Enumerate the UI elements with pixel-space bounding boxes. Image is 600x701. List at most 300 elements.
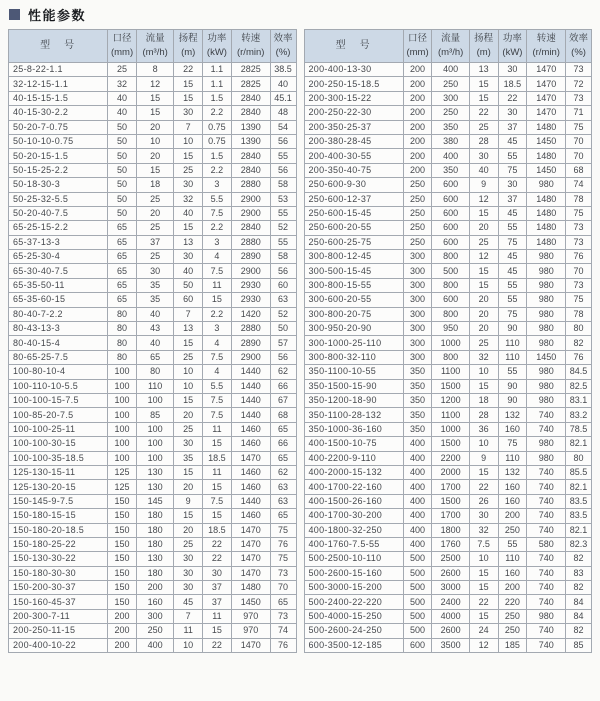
column-header-diameter (403, 30, 432, 63)
head-cell: 22 (469, 595, 498, 609)
power-cell: 15 (203, 437, 232, 451)
speed-cell: 980 (527, 393, 566, 407)
efficiency-cell: 52 (270, 221, 296, 235)
efficiency-cell: 63 (270, 480, 296, 494)
flow-cell: 1100 (432, 365, 469, 379)
power-cell: 45 (498, 250, 527, 264)
diameter-cell: 500 (403, 624, 432, 638)
diameter-cell: 200 (403, 77, 432, 91)
column-header-label: 流量 (145, 33, 165, 45)
table-row (304, 206, 592, 220)
table-row (304, 480, 592, 494)
flow-cell: 100 (136, 451, 173, 465)
model-cell: 50-18-30-3 (9, 178, 108, 192)
head-cell: 28 (469, 134, 498, 148)
table-row (304, 451, 592, 465)
table-row (9, 235, 297, 249)
speed-cell: 740 (527, 523, 566, 537)
diameter-cell: 300 (403, 278, 432, 292)
speed-cell: 2900 (231, 350, 270, 364)
efficiency-cell: 82.3 (566, 537, 592, 551)
model-cell: 250-600-20-55 (304, 221, 403, 235)
model-cell: 65-25-30-4 (9, 250, 108, 264)
head-cell: 10 (469, 437, 498, 451)
power-cell: 0.75 (203, 120, 232, 134)
model-cell: 50-20-7-0.75 (9, 120, 108, 134)
diameter-cell: 400 (403, 465, 432, 479)
power-cell: 3 (203, 322, 232, 336)
model-cell: 25-8-22-1.1 (9, 63, 108, 77)
column-header-unit: (r/min) (236, 47, 265, 58)
model-cell: 40-15-15-1.5 (9, 91, 108, 105)
efficiency-cell: 55 (270, 206, 296, 220)
power-cell: 1.1 (203, 63, 232, 77)
head-cell: 26 (469, 494, 498, 508)
power-cell: 160 (498, 422, 527, 436)
model-cell: 350-1100-10-55 (304, 365, 403, 379)
table-row (9, 149, 297, 163)
power-cell: 1.1 (203, 77, 232, 91)
power-cell: 30 (498, 106, 527, 120)
flow-cell: 1000 (432, 336, 469, 350)
efficiency-cell: 65 (270, 509, 296, 523)
efficiency-cell: 68 (566, 163, 592, 177)
power-cell: 7.5 (203, 206, 232, 220)
power-cell: 160 (498, 480, 527, 494)
flow-cell: 2400 (432, 595, 469, 609)
head-cell: 40 (174, 264, 203, 278)
flow-cell: 20 (136, 149, 173, 163)
diameter-cell: 150 (108, 537, 137, 551)
speed-cell: 1440 (231, 494, 270, 508)
table-row (9, 307, 297, 321)
speed-cell: 2890 (231, 336, 270, 350)
model-cell: 125-130-15-11 (9, 465, 108, 479)
model-cell: 80-40-7-2.2 (9, 307, 108, 321)
head-cell: 20 (469, 307, 498, 321)
diameter-cell: 150 (108, 523, 137, 537)
diameter-cell: 400 (403, 480, 432, 494)
efficiency-cell: 75 (270, 552, 296, 566)
diameter-cell: 350 (403, 379, 432, 393)
model-cell: 100-110-10-5.5 (9, 379, 108, 393)
head-cell: 7.5 (469, 537, 498, 551)
table-row (9, 494, 297, 508)
model-cell: 50-25-32-5.5 (9, 192, 108, 206)
flow-cell: 180 (136, 537, 173, 551)
efficiency-cell: 54 (270, 120, 296, 134)
head-cell: 10 (174, 379, 203, 393)
flow-cell: 3500 (432, 638, 469, 652)
power-cell: 55 (498, 365, 527, 379)
table-row (9, 537, 297, 551)
model-cell: 200-250-11-15 (9, 624, 108, 638)
head-cell: 12 (469, 250, 498, 264)
efficiency-cell: 56 (270, 350, 296, 364)
head-cell: 30 (469, 509, 498, 523)
power-cell: 110 (498, 350, 527, 364)
head-cell: 15 (469, 581, 498, 595)
efficiency-cell: 45.1 (270, 91, 296, 105)
head-cell: 36 (469, 422, 498, 436)
flow-cell: 300 (432, 91, 469, 105)
power-cell: 22 (498, 91, 527, 105)
speed-cell: 980 (527, 379, 566, 393)
table-row (304, 638, 592, 652)
power-cell: 160 (498, 566, 527, 580)
power-cell: 1.5 (203, 149, 232, 163)
model-cell: 150-180-20-18.5 (9, 523, 108, 537)
head-cell: 20 (469, 221, 498, 235)
flow-cell: 3000 (432, 581, 469, 595)
efficiency-cell: 70 (566, 134, 592, 148)
table-row (304, 350, 592, 364)
speed-cell: 1480 (527, 192, 566, 206)
efficiency-cell: 84 (566, 609, 592, 623)
head-cell: 15 (469, 278, 498, 292)
head-cell: 20 (174, 480, 203, 494)
model-cell: 250-600-9-30 (304, 178, 403, 192)
table-row (9, 250, 297, 264)
model-cell: 100-100-25-11 (9, 422, 108, 436)
model-cell: 400-2200-9-110 (304, 451, 403, 465)
model-cell: 150-180-25-22 (9, 537, 108, 551)
speed-cell: 1460 (231, 465, 270, 479)
speed-cell: 1470 (231, 523, 270, 537)
power-cell: 90 (498, 393, 527, 407)
flow-cell: 1700 (432, 509, 469, 523)
table-row (304, 393, 592, 407)
table-row (304, 523, 592, 537)
model-cell: 200-250-22-30 (304, 106, 403, 120)
table-row (304, 221, 592, 235)
flow-cell: 80 (136, 365, 173, 379)
speed-cell: 980 (527, 609, 566, 623)
speed-cell: 1460 (231, 422, 270, 436)
diameter-cell: 350 (403, 422, 432, 436)
diameter-cell: 80 (108, 336, 137, 350)
head-cell: 15 (469, 264, 498, 278)
speed-cell: 2840 (231, 221, 270, 235)
power-cell: 11 (203, 422, 232, 436)
diameter-cell: 65 (108, 221, 137, 235)
table-row (9, 163, 297, 177)
efficiency-cell: 82.1 (566, 437, 592, 451)
diameter-cell: 300 (403, 250, 432, 264)
diameter-cell: 50 (108, 192, 137, 206)
efficiency-cell: 75 (566, 293, 592, 307)
power-cell: 7.5 (203, 393, 232, 407)
diameter-cell: 150 (108, 595, 137, 609)
table-row (304, 264, 592, 278)
speed-cell: 980 (527, 307, 566, 321)
model-cell: 200-350-25-37 (304, 120, 403, 134)
head-cell: 30 (469, 149, 498, 163)
section-header (0, 0, 600, 22)
model-cell: 500-2600-15-160 (304, 566, 403, 580)
diameter-cell: 150 (108, 552, 137, 566)
table-row (9, 365, 297, 379)
head-cell: 32 (469, 350, 498, 364)
efficiency-cell: 84.5 (566, 365, 592, 379)
column-header-label: 扬程 (474, 33, 494, 45)
table-row (9, 408, 297, 422)
power-cell: 90 (498, 379, 527, 393)
model-cell: 80-43-13-3 (9, 322, 108, 336)
diameter-cell: 600 (403, 638, 432, 652)
diameter-cell: 40 (108, 91, 137, 105)
efficiency-cell: 66 (270, 379, 296, 393)
efficiency-cell: 83.2 (566, 408, 592, 422)
flow-cell: 8 (136, 63, 173, 77)
speed-cell: 1480 (527, 206, 566, 220)
diameter-cell: 80 (108, 307, 137, 321)
model-cell: 150-130-30-22 (9, 552, 108, 566)
diameter-cell: 300 (403, 264, 432, 278)
efficiency-cell: 82 (566, 624, 592, 638)
model-cell: 50-10-10-0.75 (9, 134, 108, 148)
head-cell: 18 (469, 393, 498, 407)
speed-cell: 980 (527, 336, 566, 350)
column-header-label: 功率 (502, 33, 522, 45)
table-row (304, 278, 592, 292)
speed-cell: 1420 (231, 307, 270, 321)
table-row (304, 336, 592, 350)
power-cell: 55 (498, 221, 527, 235)
diameter-cell: 400 (403, 537, 432, 551)
model-cell: 150-180-15-15 (9, 509, 108, 523)
power-cell: 2.2 (203, 221, 232, 235)
power-cell: 200 (498, 509, 527, 523)
column-header-diameter (108, 30, 137, 63)
speed-cell: 1470 (231, 451, 270, 465)
power-cell: 4 (203, 250, 232, 264)
diameter-cell: 50 (108, 120, 137, 134)
head-cell: 25 (469, 336, 498, 350)
efficiency-cell: 82 (566, 336, 592, 350)
power-cell: 15 (203, 509, 232, 523)
table-row (304, 163, 592, 177)
table-row (304, 134, 592, 148)
table-row (9, 192, 297, 206)
table-row (304, 235, 592, 249)
speed-cell: 1440 (231, 365, 270, 379)
diameter-cell: 100 (108, 451, 137, 465)
efficiency-cell: 68 (270, 408, 296, 422)
flow-cell: 35 (136, 278, 173, 292)
diameter-cell: 400 (403, 509, 432, 523)
power-cell: 45 (498, 206, 527, 220)
model-cell: 65-35-50-11 (9, 278, 108, 292)
model-cell: 500-2400-22-220 (304, 595, 403, 609)
power-cell: 30 (203, 566, 232, 580)
power-cell: 55 (498, 537, 527, 551)
head-cell: 40 (174, 206, 203, 220)
model-cell: 250-600-12-37 (304, 192, 403, 206)
power-cell: 11 (203, 278, 232, 292)
diameter-cell: 200 (403, 63, 432, 77)
table-row (304, 624, 592, 638)
efficiency-cell: 62 (270, 365, 296, 379)
table-row (304, 322, 592, 336)
diameter-cell: 65 (108, 278, 137, 292)
speed-cell: 740 (527, 581, 566, 595)
flow-cell: 15 (136, 163, 173, 177)
power-cell: 250 (498, 523, 527, 537)
efficiency-cell: 75 (270, 523, 296, 537)
power-cell: 250 (498, 609, 527, 623)
column-header-label: 功率 (207, 33, 227, 45)
table-row (304, 609, 592, 623)
flow-cell: 25 (136, 192, 173, 206)
head-cell: 15 (469, 465, 498, 479)
efficiency-cell: 55 (270, 149, 296, 163)
efficiency-cell: 75 (566, 206, 592, 220)
power-cell: 2.2 (203, 163, 232, 177)
table-row (9, 609, 297, 623)
head-cell: 30 (174, 566, 203, 580)
efficiency-cell: 78 (566, 307, 592, 321)
table-row (9, 480, 297, 494)
column-header-efficiency (566, 30, 592, 63)
speed-cell: 740 (527, 595, 566, 609)
speed-cell: 980 (527, 451, 566, 465)
model-cell: 200-350-40-75 (304, 163, 403, 177)
table-row (304, 595, 592, 609)
table-row (304, 77, 592, 91)
head-cell: 25 (174, 350, 203, 364)
head-cell: 7 (174, 120, 203, 134)
table-row (304, 552, 592, 566)
column-header-unit: (m³/h) (142, 47, 168, 58)
table-row (304, 149, 592, 163)
head-cell: 25 (469, 120, 498, 134)
power-cell: 7.5 (203, 494, 232, 508)
power-cell: 18.5 (203, 451, 232, 465)
model-cell: 50-15-25-2.2 (9, 163, 108, 177)
flow-cell: 2200 (432, 451, 469, 465)
diameter-cell: 250 (403, 192, 432, 206)
flow-cell: 600 (432, 192, 469, 206)
speed-cell: 1440 (231, 408, 270, 422)
power-cell: 250 (498, 624, 527, 638)
table-row (9, 278, 297, 292)
flow-cell: 110 (136, 379, 173, 393)
model-cell: 200-400-10-22 (9, 638, 108, 652)
power-cell: 7.5 (203, 408, 232, 422)
speed-cell: 1470 (231, 552, 270, 566)
flow-cell: 1700 (432, 480, 469, 494)
diameter-cell: 500 (403, 609, 432, 623)
speed-cell: 980 (527, 293, 566, 307)
diameter-cell: 250 (403, 221, 432, 235)
flow-cell: 160 (136, 595, 173, 609)
efficiency-cell: 80 (566, 451, 592, 465)
diameter-cell: 300 (403, 336, 432, 350)
power-cell: 75 (498, 307, 527, 321)
diameter-cell: 50 (108, 163, 137, 177)
table-row (9, 178, 297, 192)
flow-cell: 20 (136, 120, 173, 134)
flow-cell: 85 (136, 408, 173, 422)
diameter-cell: 300 (403, 307, 432, 321)
head-cell: 20 (469, 322, 498, 336)
table-row (9, 134, 297, 148)
speed-cell: 740 (527, 638, 566, 652)
diameter-cell: 100 (108, 379, 137, 393)
power-cell: 185 (498, 638, 527, 652)
efficiency-cell: 73 (566, 91, 592, 105)
diameter-cell: 200 (403, 149, 432, 163)
model-cell: 80-65-25-7.5 (9, 350, 108, 364)
head-cell: 15 (174, 393, 203, 407)
head-cell: 25 (174, 163, 203, 177)
power-cell: 132 (498, 408, 527, 422)
efficiency-cell: 76 (566, 250, 592, 264)
head-cell: 25 (174, 422, 203, 436)
model-cell: 250-600-15-45 (304, 206, 403, 220)
table-row (304, 581, 592, 595)
diameter-cell: 300 (403, 350, 432, 364)
section-title: 性能参数 (28, 7, 87, 23)
speed-cell: 1480 (527, 120, 566, 134)
power-cell: 5.5 (203, 379, 232, 393)
diameter-cell: 80 (108, 322, 137, 336)
table-row (9, 523, 297, 537)
head-cell: 7 (174, 609, 203, 623)
power-cell: 7.5 (203, 350, 232, 364)
power-cell: 11 (203, 609, 232, 623)
speed-cell: 980 (527, 178, 566, 192)
column-header-flow (136, 30, 173, 63)
power-cell: 18.5 (498, 77, 527, 91)
speed-cell: 1450 (527, 163, 566, 177)
model-cell: 300-1000-25-110 (304, 336, 403, 350)
table-row (9, 63, 297, 77)
model-cell: 350-1100-28-132 (304, 408, 403, 422)
power-cell: 22 (203, 537, 232, 551)
diameter-cell: 200 (403, 163, 432, 177)
table-row (304, 537, 592, 551)
model-cell: 500-4000-15-250 (304, 609, 403, 623)
head-cell: 11 (174, 624, 203, 638)
diameter-cell: 500 (403, 595, 432, 609)
flow-cell: 2600 (432, 566, 469, 580)
model-cell: 65-25-15-2.2 (9, 221, 108, 235)
efficiency-cell: 76 (270, 638, 296, 652)
model-cell: 150-200-30-37 (9, 581, 108, 595)
model-cell: 200-250-15-18.5 (304, 77, 403, 91)
head-cell: 15 (174, 77, 203, 91)
diameter-cell: 65 (108, 264, 137, 278)
diameter-cell: 200 (403, 91, 432, 105)
speed-cell: 970 (231, 624, 270, 638)
power-cell: 22 (203, 638, 232, 652)
model-cell: 65-35-60-15 (9, 293, 108, 307)
diameter-cell: 40 (108, 106, 137, 120)
model-cell: 100-100-30-15 (9, 437, 108, 451)
head-cell: 50 (174, 278, 203, 292)
diameter-cell: 200 (108, 624, 137, 638)
power-cell: 15 (203, 293, 232, 307)
speed-cell: 1480 (527, 221, 566, 235)
efficiency-cell: 56 (270, 134, 296, 148)
flow-cell: 20 (136, 206, 173, 220)
power-cell: 3 (203, 235, 232, 249)
efficiency-cell: 48 (270, 106, 296, 120)
head-cell: 30 (174, 581, 203, 595)
flow-cell: 10 (136, 134, 173, 148)
